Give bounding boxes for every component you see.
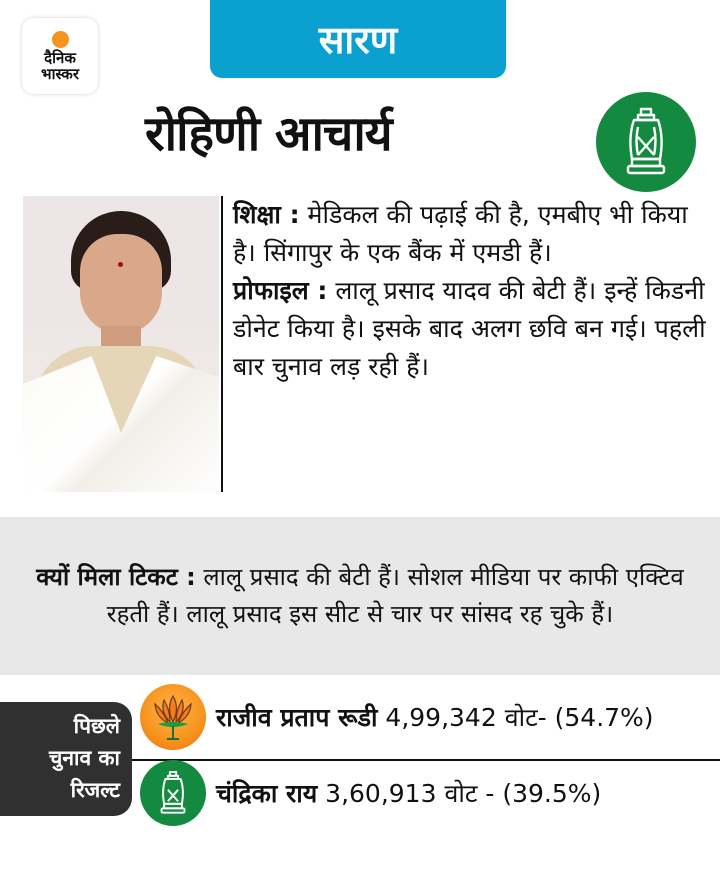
tag-line-3: रिजल्ट xyxy=(70,778,120,802)
profile-text: लालू प्रसाद यादव की बेटी हैं। इन्हें किडनी डोनेट किया है। इसके बाद अलग छवि बन गई। पहली बार चुनाव लड़ रही हैं। xyxy=(233,276,706,381)
tag-line-1: पिछले xyxy=(73,714,120,738)
why-ticket-label: क्यों मिला टिकट : xyxy=(36,563,196,591)
previous-result-tag xyxy=(0,702,132,816)
constituency-badge: सारण xyxy=(210,0,506,78)
lotus-icon xyxy=(150,692,196,742)
education-text: मेडिकल की पढ़ाई की है, एमबीए भी किया है। सिंगापुर के एक बैंक में एमडी हैं। xyxy=(233,200,688,267)
result-row-winner xyxy=(140,684,654,750)
lantern-icon xyxy=(624,107,668,177)
logo-line-1: दैनिक xyxy=(44,48,76,67)
candidate-photo xyxy=(23,196,219,492)
result-text-winner xyxy=(216,700,654,734)
why-ticket-paragraph xyxy=(24,559,696,633)
logo-line-2: भास्कर xyxy=(41,64,79,83)
result-row-runnerup xyxy=(140,760,601,826)
lantern-icon xyxy=(159,770,187,816)
winner-votes: 4,99,342 वोट- (54.7%) xyxy=(377,703,654,732)
winner-name: राजीव प्रताप रूडी xyxy=(216,703,378,732)
runnerup-name: चंद्रिका राय xyxy=(216,779,318,808)
photo-divider xyxy=(221,196,223,492)
dainik-bhaskar-logo xyxy=(22,18,98,94)
profile-paragraph xyxy=(233,272,713,386)
education-label: शिक्षा : xyxy=(233,200,300,229)
why-ticket-box xyxy=(0,517,720,675)
rjd-symbol-badge xyxy=(140,760,206,826)
candidate-name: रोहिणी आचार्य xyxy=(145,106,392,162)
party-symbol-badge xyxy=(596,92,696,192)
result-text-runnerup xyxy=(216,776,601,810)
sun-dot-icon xyxy=(52,31,69,48)
bjp-symbol-badge xyxy=(140,684,206,750)
why-ticket-text: लालू प्रसाद की बेटी हैं। सोशल मीडिया पर काफी एक्टिव रहती हैं। लालू प्रसाद इस सीट से चार पर सांसद रह चुके हैं। xyxy=(106,563,684,628)
tag-line-2: चुनाव का xyxy=(49,746,120,770)
education-paragraph xyxy=(233,196,713,272)
runnerup-votes: 3,60,913 वोट - (39.5%) xyxy=(317,779,602,808)
profile-label: प्रोफाइल : xyxy=(233,276,328,305)
candidate-info xyxy=(233,196,713,386)
